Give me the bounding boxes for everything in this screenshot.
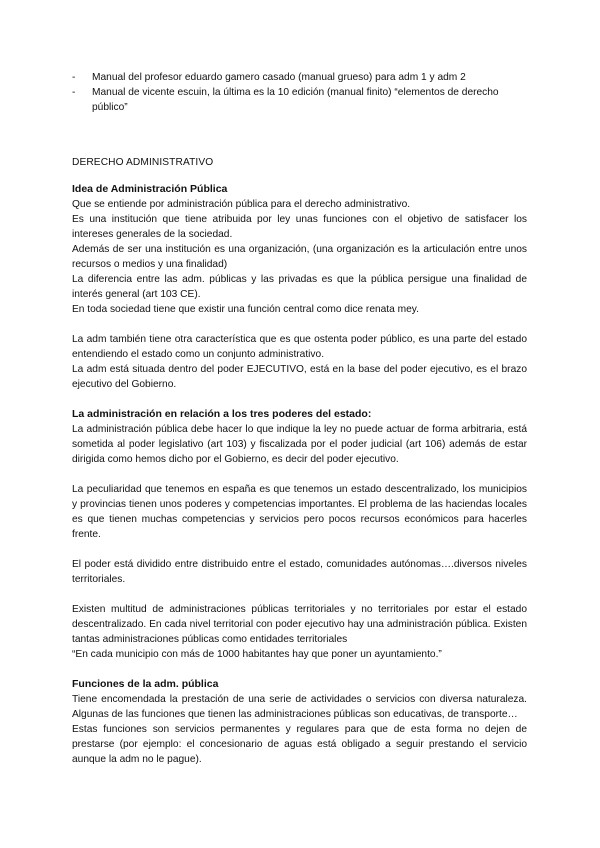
list-item-text: Manual de vicente escuin, la última es la 10 edición (manual finito) “elementos de derecho público” <box>92 87 499 113</box>
list-item <box>72 70 527 85</box>
paragraph: La adm está situada dentro del poder EJECUTIVO, está en la base del poder ejecutivo, es el brazo ejecutivo del Gobierno. <box>72 364 527 390</box>
section-funciones <box>72 677 527 767</box>
paragraph: “En cada municipio con más de 1000 habitantes hay que poner un ayuntamiento.” <box>72 649 442 660</box>
paragraph: Además de ser una institución es una organización, (una organización es la articulación entre unos recursos o medios y una finalidad) <box>72 244 527 270</box>
bullet-marker: - <box>72 87 76 98</box>
paragraph: La administración pública debe hacer lo que indique la ley no puede actuar de forma arbitraria, está sometida al poder legislativo (art 103) y fiscalizada por el poder judicial (art 106) además de estar dirigida como hemos dicho por el Gobierno, es decir del poder ejecutivo. <box>72 424 527 465</box>
paragraph: Tiene encomendada la prestación de una serie de actividades o servicios con diversa naturaleza. Algunas de las funciones que tienen las administraciones públicas son educativas, de transporte… <box>72 694 527 720</box>
section-heading: Idea de Administración Pública <box>72 183 228 195</box>
section-tres-poderes <box>72 407 527 662</box>
spacer <box>72 467 527 482</box>
paragraph: La adm también tiene otra característica que es que ostenta poder público, es una parte del estado entendiendo el estado como un conjunto administrativo. <box>72 334 527 360</box>
paragraph: Existen multitud de administraciones públicas territoriales y no territoriales por estar el estado descentralizado. En cada nivel territorial con poder ejecutivo hay una administración pública. Existen tantas administraciones públicas como entidades territoriales <box>72 604 527 645</box>
section-heading: Funciones de la adm. pública <box>72 678 219 690</box>
paragraph: La peculiaridad que tenemos en españa es que tenemos un estado descentralizado, los municipios y provincias tienen unos poderes y competencias importantes. El problema de las haciendas locales es que tienen muchas competencias y servicios pero pocos recursos económicos para hacerles frente. <box>72 484 527 540</box>
paragraph: El poder está dividido entre distribuido entre el estado, comunidades autónomas….diversos niveles territoriales. <box>72 559 527 585</box>
section-idea-administracion <box>72 182 527 392</box>
paragraph: Estas funciones son servicios permanentes y regulares para que de esta forma no dejen de prestarse (por ejemplo: el concesionario de aguas está obligado a seguir prestando el servicio aunque la adm no le pague). <box>72 724 527 765</box>
bullet-marker: - <box>72 72 76 83</box>
section-heading: La administración en relación a los tres poderes del estado: <box>72 408 372 420</box>
spacer <box>72 542 527 557</box>
list-item <box>72 85 527 115</box>
paragraph: Que se entiende por administración pública para el derecho administrativo. <box>72 199 411 210</box>
spacer <box>72 662 527 677</box>
spacer <box>72 317 527 332</box>
spacer <box>72 587 527 602</box>
page-title: DERECHO ADMINISTRATIVO <box>72 157 214 168</box>
list-item-text: Manual del profesor eduardo gamero casado (manual grueso) para adm 1 y adm 2 <box>92 72 466 83</box>
reference-list <box>72 70 527 115</box>
paragraph: La diferencia entre las adm. públicas y las privadas es que la pública persigue una finalidad de interés general (art 103 CE). <box>72 274 527 300</box>
paragraph: Es una institución que tiene atribuida por ley unas funciones con el objetivo de satisfacer los intereses generales de la sociedad. <box>72 214 527 240</box>
page-content <box>72 70 527 767</box>
paragraph: En toda sociedad tiene que existir una función central como dice renata mey. <box>72 304 419 315</box>
spacer <box>72 392 527 407</box>
